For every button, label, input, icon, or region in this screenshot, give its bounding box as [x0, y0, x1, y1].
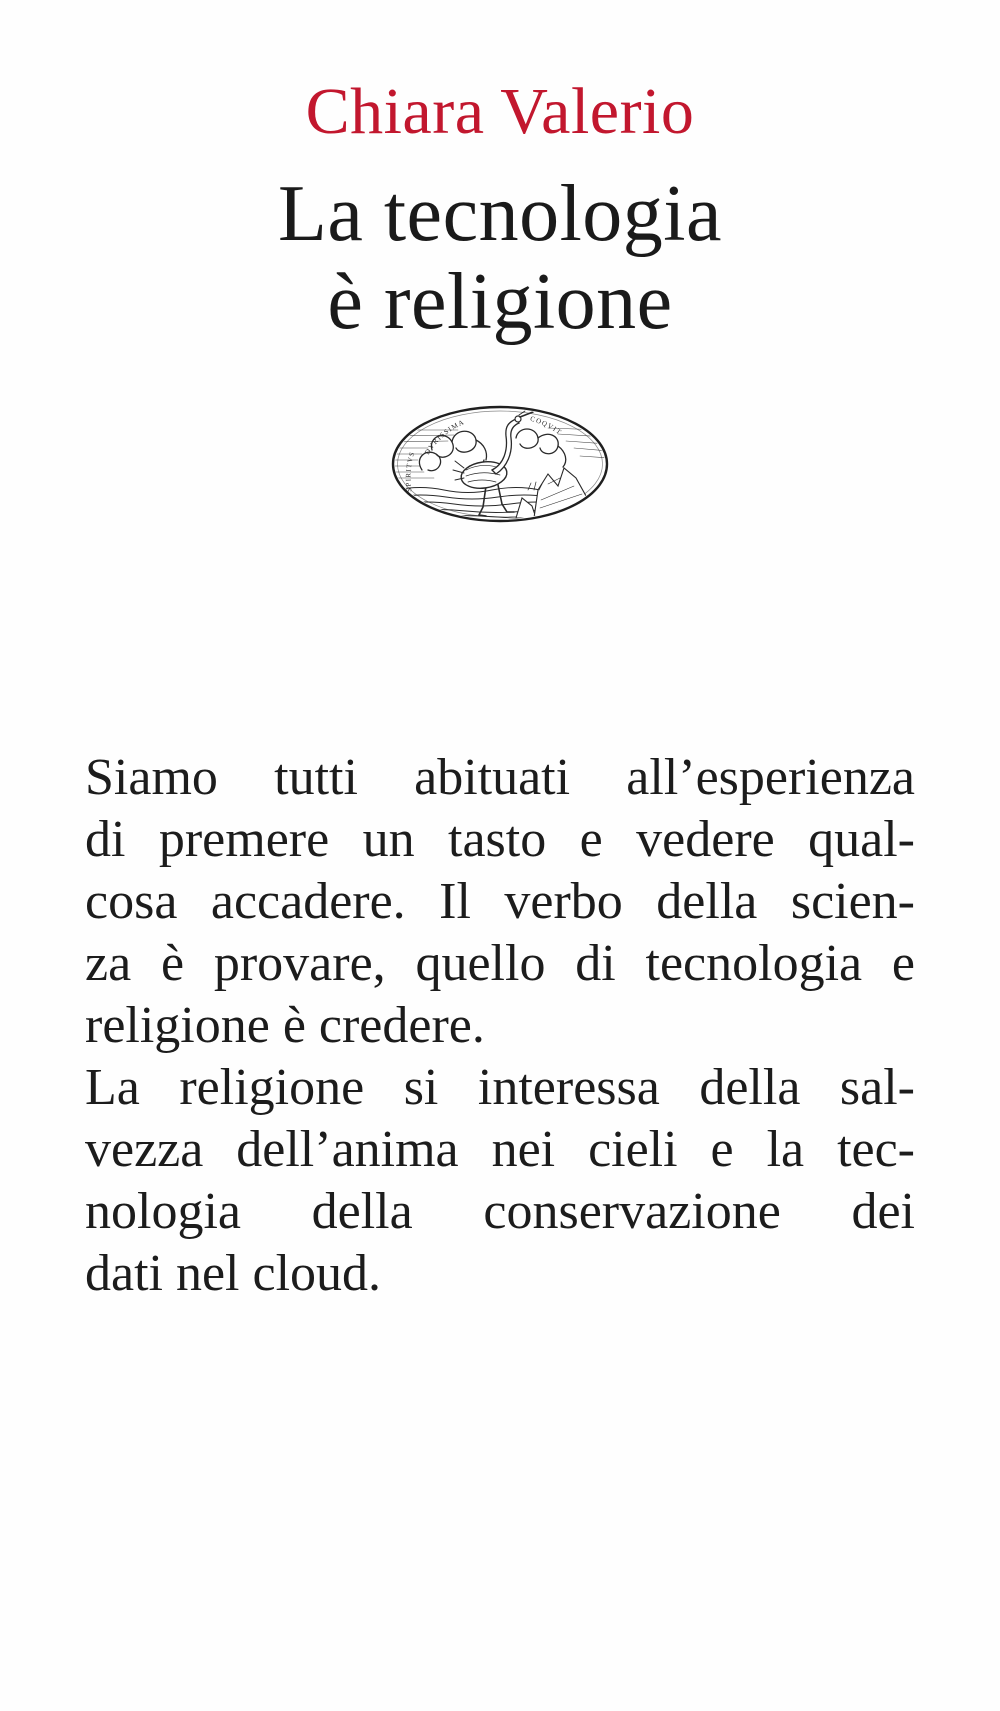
motto-left-text: SPIRITVS [404, 450, 417, 493]
back-cover-blurb [85, 747, 915, 1305]
ostrich-emblem-icon [388, 404, 612, 524]
blurb-line: dati nel cloud. [85, 1245, 382, 1302]
blurb-line: vezza dell’anima nei cieli e la tec- [85, 1121, 915, 1178]
publisher-logo [0, 404, 1000, 529]
author-name: Chiara Valerio [305, 75, 695, 148]
blurb-line: cosa accadere. Il verbo della scien- [85, 873, 915, 930]
title-line-1: La tecnologia [277, 170, 723, 258]
motto-top-text: DVRISSIMA [423, 417, 467, 457]
blurb-line: religione è credere. [85, 997, 485, 1054]
blurb-line: La religione si interessa della sal- [85, 1059, 915, 1116]
blurb-line: nologia della conservazione dei [85, 1183, 915, 1240]
title-line-2: è religione [327, 258, 673, 346]
blurb-line: di premere un tasto e vedere qual- [85, 811, 915, 868]
blurb-line: Siamo tutti abituati all’esperienza [85, 749, 915, 806]
motto-right-text: COQVIT [529, 414, 564, 437]
blurb-line: za è provare, quello di tecnologia e [85, 935, 915, 992]
book-title [0, 170, 1000, 346]
